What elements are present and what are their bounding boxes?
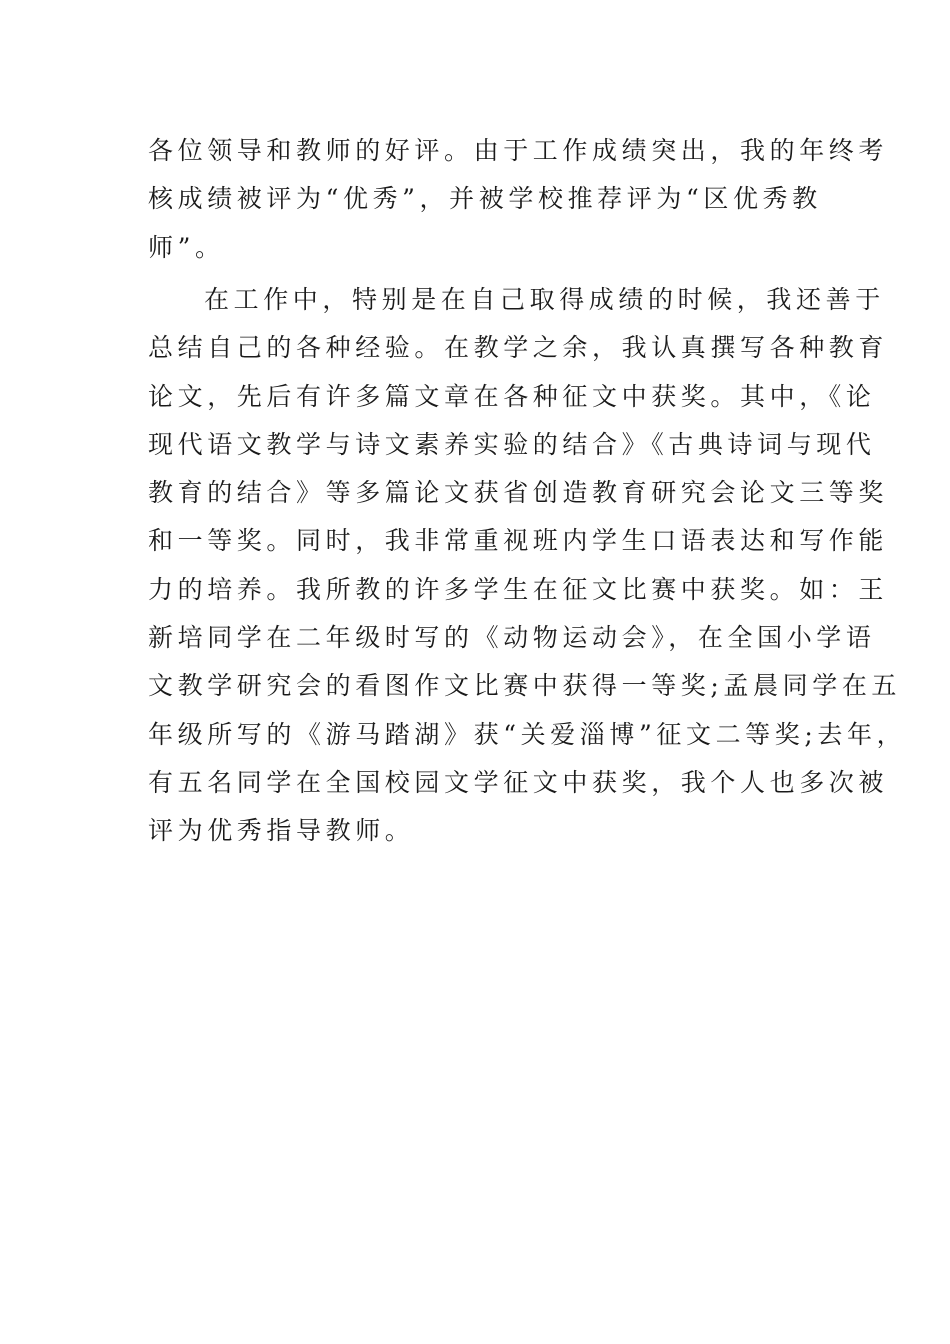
paragraph-2-line-12: 评为优秀指导教师。 [148, 816, 415, 846]
paragraph-1-line-3: 师”。 [148, 232, 225, 262]
paragraph-2-line-7: 力的培养。我所教的许多学生在征文比赛中获奖。如：王 [148, 574, 889, 604]
paragraph-2-line-9: 文教学研究会的看图作文比赛中获得一等奖;孟晨同学在五 [148, 671, 902, 701]
paragraph-2-line-3: 论文，先后有许多篇文章在各种征文中获奖。其中，《论 [148, 381, 876, 411]
paragraph-2-line-5: 教育的结合》等多篇论文获省创造教育研究会论文三等奖 [148, 478, 889, 508]
paragraph-1-line-2: 核成绩被评为“优秀”，并被学校推荐评为“区优秀教 [148, 184, 822, 214]
paragraph-2-line-4: 现代语文教学与诗文素养实验的结合》《古典诗词与现代 [148, 429, 876, 459]
paragraph-2-line-11: 有五名同学在全国校园文学征文中获奖，我个人也多次被 [148, 767, 889, 797]
paragraph-2-line-2: 总结自己的各种经验。在教学之余，我认真撰写各种教育 [148, 333, 889, 363]
paragraph-2-line-1: 在工作中，特别是在自己取得成绩的时候，我还善于 [204, 285, 885, 314]
paragraph-2 [148, 276, 907, 856]
paragraph-2-line-10: 年级所写的《游马踏湖》获“关爱淄博”征文二等奖;去年， [148, 719, 907, 749]
paragraph-2-line-6: 和一等奖。同时，我非常重视班内学生口语表达和写作能 [148, 526, 889, 556]
paragraph-1 [148, 127, 889, 272]
paragraph-2-line-8: 新培同学在二年级时写的《动物运动会》，在全国小学语 [148, 623, 876, 653]
paragraph-1-line-1: 各位领导和教师的好评。由于工作成绩突出，我的年终考 [148, 136, 889, 165]
